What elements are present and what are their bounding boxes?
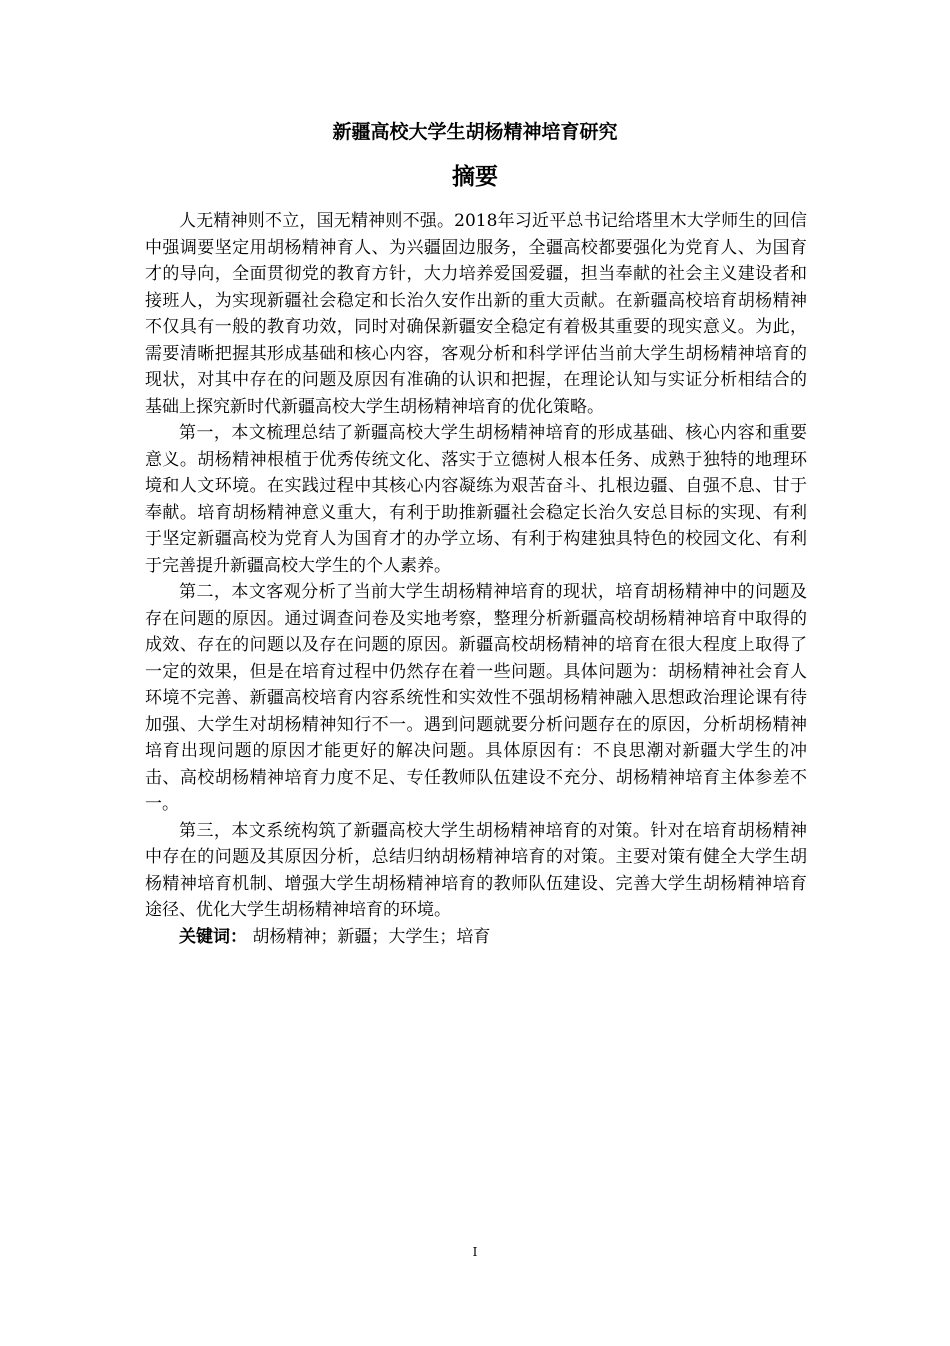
abstract-heading: 摘要 xyxy=(452,164,498,190)
abstract-body xyxy=(145,208,807,950)
abstract-paragraph-first: 第一，本文梳理总结了新疆高校大学生胡杨精神培育的形成基础、核心内容和重要意义。胡杨精神根植于优秀传统文化、落实于立德树人根本任务、成熟于独特的地理环境和人文环境。在实践过程中其核心内容凝练为艰苦奋斗、扎根边疆、自强不息、甘于奉献。培育胡杨精神意义重大，有利于助推新疆社会稳定长治久安总目标的实现、有利于坚定新疆高校为党育人为国育才的办学立场、有利于构建独具特色的校园文化、有利于完善提升新疆高校大学生的个人素养。 xyxy=(145,423,807,576)
keywords-line xyxy=(145,924,807,951)
keywords-text: 胡杨精神；新疆；大学生；培育 xyxy=(252,926,491,947)
abstract-paragraph-second: 第二，本文客观分析了当前大学生胡杨精神培育的现状，培育胡杨精神中的问题及存在问题的原因。通过调查问卷及实地考察，整理分析新疆高校胡杨精神培育中取得的成效、存在的问题以及存在问题的原因。新疆高校胡杨精神的培育在很大程度上取得了一定的效果，但是在培育过程中仍然存在着一些问题。具体问题为：胡杨精神社会育人环境不完善、新疆高校培育内容系统性和实效性不强胡杨精神融入思想政治理论课有待加强、大学生对胡杨精神知行不一。遇到问题就要分析问题存在的原因，分析胡杨精神培育出现问题的原因才能更好的解决问题。具体原因有：不良思潮对新疆大学生的冲击、高校胡杨精神培育力度不足、专任教师队伍建设不充分、胡杨精神培育主体参差不一。 xyxy=(145,582,807,814)
abstract-paragraph-third: 第三，本文系统构筑了新疆高校大学生胡杨精神培育的对策。针对在培育胡杨精神中存在的问题及其原因分析，总结归纳胡杨精神培育的对策。主要对策有健全大学生胡杨精神培育机制、增强大学生胡杨精神培育的教师队伍建设、完善大学生胡杨精神培育途径、优化大学生胡杨精神培育的环境。 xyxy=(145,820,807,920)
abstract-paragraph-intro: 人无精神则不立，国无精神则不强。2018年习近平总书记给塔里木大学师生的回信中强调要坚定用胡杨精神育人、为兴疆固边服务，全疆高校都要强化为党育人、为国育才的导向，全面贯彻党的教育方针，大力培养爱国爱疆，担当奉献的社会主义建设者和接班人，为实现新疆社会稳定和长治久安作出新的重大贡献。在新疆高校培育胡杨精神不仅具有一般的教育功效，同时对确保新疆安全稳定有着极其重要的现实意义。为此，需要清晰把握其形成基础和核心内容，客观分析和科学评估当前大学生胡杨精神培育的现状，对其中存在的问题及原因有准确的认识和把握，在理论认知与实证分析相结合的基础上探究新时代新疆高校大学生胡杨精神培育的优化策略。 xyxy=(145,211,807,417)
page-number: I xyxy=(472,1245,478,1259)
keywords-label: 关键词： xyxy=(179,926,247,947)
document-title: 新疆高校大学生胡杨精神培育研究 xyxy=(332,121,618,143)
